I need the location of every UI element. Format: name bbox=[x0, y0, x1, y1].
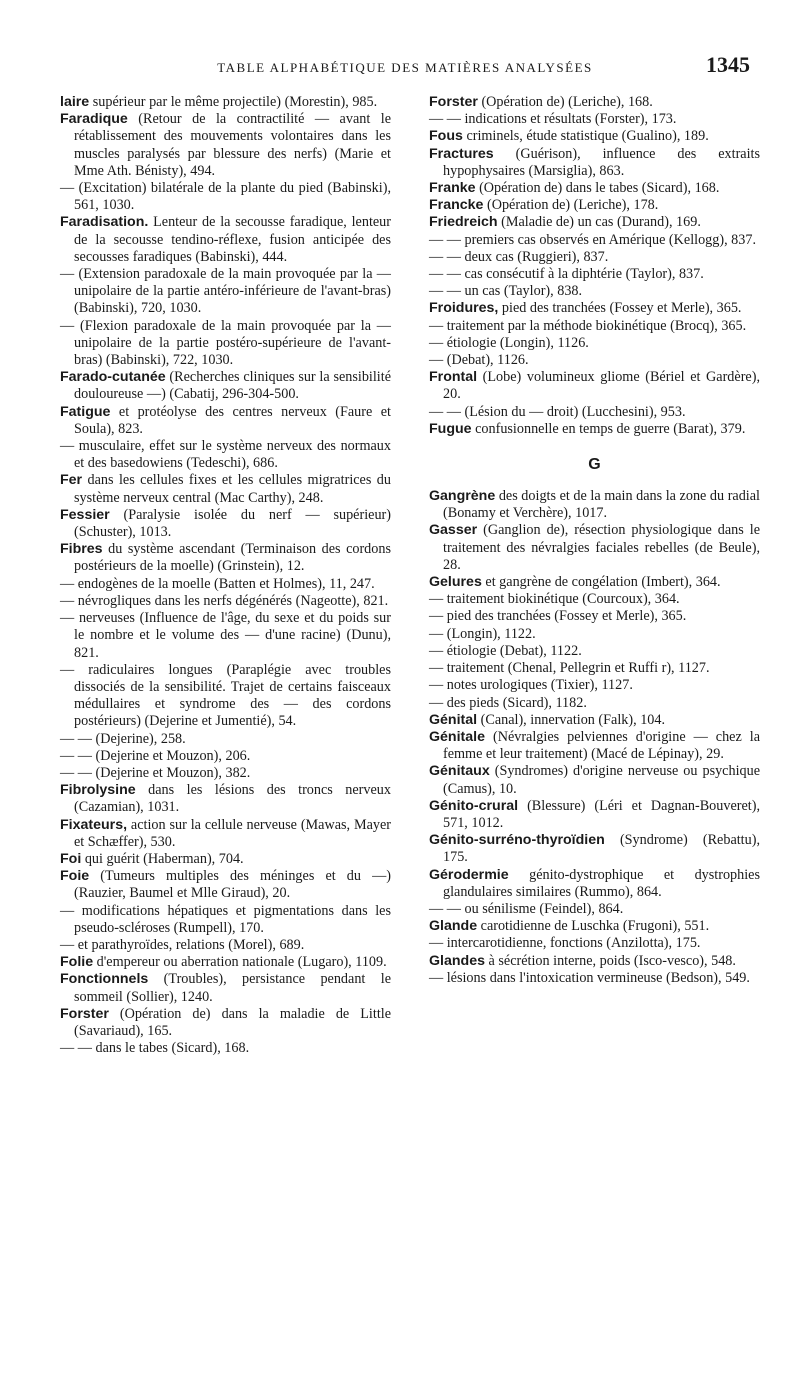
index-entry: Forster (Opération de) (Leriche), 168. bbox=[429, 94, 653, 110]
right-column bbox=[429, 94, 760, 1057]
index-entry: — névrogliques dans les nerfs dégénérés (Nageotte), 821. bbox=[60, 592, 389, 609]
page-number: 1345 bbox=[706, 52, 750, 77]
index-entry: Gérodermie génito-dystrophique et dystrophies glandulaires similaires (Rummo), 864. bbox=[429, 866, 760, 900]
index-entry: — lésions dans l'intoxication vermineuse (Bedson), 549. bbox=[429, 969, 750, 986]
index-entry: — — cas consécutif à la diphtérie (Taylor), 837. bbox=[429, 266, 704, 283]
index-entry: Gelures et gangrène de congélation (Imbert), 364. bbox=[429, 574, 721, 591]
index-entry: Faradisation. Lenteur de la secousse faradique, lenteur de la secousse tendino-réflexe, fusion anticipée des secousses faradiques (Babinski), 444. bbox=[60, 214, 391, 265]
index-entry: Francke (Opération de) (Leriche), 178. bbox=[429, 197, 659, 214]
index-entry: — nerveuses (Influence de l'âge, du sexe et du poids sur le nombre et le volume des — d'une racine) (Dunu), 821. bbox=[60, 610, 391, 661]
index-entry: — (Extension paradoxale de la main provoquée par la — unipolaire de la partie antéro-inférieure de l'avant-bras) (Babinski), 720, 1030. bbox=[60, 266, 391, 317]
index-entry: Froidures, pied des tranchées (Fossey et Merle), 365. bbox=[429, 300, 742, 317]
index-entry: Fractures (Guérison), influence des extraits hypophysaires (Marsiglia), 863. bbox=[429, 145, 760, 179]
index-entry: Fatigue et protéolyse des centres nerveux (Faure et Soula), 823. bbox=[60, 403, 391, 437]
index-entry: Fous criminels, étude statistique (Gualino), 189. bbox=[429, 128, 709, 145]
index-entry: — — (Dejerine), 258. bbox=[60, 730, 186, 747]
index-entry: — — (Lésion du — droit) (Lucchesini), 953. bbox=[429, 403, 686, 420]
index-entry: Glande carotidienne de Luschka (Frugoni), 551. bbox=[429, 918, 710, 935]
index-entry: Gangrène des doigts et de la main dans la zone du radial (Bonamy et Verchère), 1017. bbox=[429, 488, 760, 522]
f-entries bbox=[429, 94, 760, 438]
index-entry: — — dans le tabes (Sicard), 168. bbox=[60, 1040, 250, 1057]
index-entry: — musculaire, effet sur le système nerveux des normaux et des basedowiens (Tedeschi), 686. bbox=[60, 438, 391, 472]
index-entry: — — (Dejerine et Mouzon), 206. bbox=[60, 747, 251, 764]
index-entry: Fibres du système ascendant (Terminaison des cordons postérieurs de la moelle) (Grinstein), 12. bbox=[60, 541, 391, 575]
index-entry: — traitement (Chenal, Pellegrin et Ruffi r), 1127. bbox=[429, 660, 710, 677]
index-entry: — (Excitation) bilatérale de la plante du pied (Babinski), 561, 1030. bbox=[60, 180, 391, 214]
index-entry: Génito-crural (Blessure) (Léri et Dagnan-Bouveret), 571, 1012. bbox=[429, 797, 760, 831]
index-entry: — — ou sénilisme (Feindel), 864. bbox=[429, 900, 624, 917]
index-entry: Farado-cutanée (Recherches cliniques sur la sensibilité douloureuse —) (Cabatij, 296-304-500. bbox=[60, 369, 391, 403]
index-entry: Forster (Opération de) dans la maladie de Little (Savariaud), 165. bbox=[60, 1005, 391, 1039]
index-entry: Frontal (Lobe) volumineux gliome (Bériel et Gardère), 20. bbox=[429, 369, 760, 403]
index-entry: Foi qui guérit (Haberman), 704. bbox=[60, 850, 244, 867]
index-entry: Fibrolysine dans les lésions des troncs nerveux (Cazamian), 1031. bbox=[60, 782, 391, 816]
index-entry: — intercarotidienne, fonctions (Anzilotta), 175. bbox=[429, 935, 701, 952]
index-entry: Friedreich (Maladie de) un cas (Durand), 169. bbox=[429, 214, 701, 231]
index-entry: — endogènes de la moelle (Batten et Holmes), 11, 247. bbox=[60, 575, 375, 592]
index-entry: — étiologie (Longin), 1126. bbox=[429, 334, 589, 351]
index-entry: — (Longin), 1122. bbox=[429, 625, 536, 642]
index-entry: Gasser (Ganglion de), résection physiologique dans le traitement des névralgies faciales rebelles (de Beule), 28. bbox=[429, 522, 760, 573]
index-entry: Faradique (Retour de la contractilité — avant le rétablissement des mouvements volontaires dans les muscles paralysés par blessure des nerfs) (Marie et Mme Ath. Bénisty), 494. bbox=[60, 111, 391, 179]
index-entry: — — premiers cas observés en Amérique (Kellogg), 837. bbox=[429, 231, 757, 248]
index-entry: — (Debat), 1126. bbox=[429, 352, 529, 369]
g-entries bbox=[429, 488, 760, 987]
index-entry: Franke (Opération de) dans le tabes (Sicard), 168. bbox=[429, 180, 720, 197]
running-head bbox=[60, 52, 750, 82]
index-entry: Folie d'empereur ou aberration nationale (Lugaro), 1109. bbox=[60, 954, 387, 971]
index-entry: Glandes à sécrétion interne, poids (Isco-vesco), 548. bbox=[429, 952, 736, 969]
left-column bbox=[60, 94, 391, 1057]
section-letter-g: G bbox=[588, 456, 601, 474]
index-entry: — traitement par la méthode biokinétique (Brocq), 365. bbox=[429, 317, 747, 334]
index-entry: Fonctionnels (Troubles), persistance pendant le sommeil (Sollier), 1240. bbox=[60, 971, 391, 1005]
index-entry: — traitement biokinétique (Courcoux), 364. bbox=[429, 591, 680, 608]
index-entry: Fer dans les cellules fixes et les cellules migratrices du système nerveux central (Mac Carthy), 248. bbox=[60, 472, 391, 506]
index-entry: Fixateurs, action sur la cellule nerveuse (Mawas, Mayer et Schæffer), 530. bbox=[60, 816, 391, 850]
index-entry: Génital (Canal), innervation (Falk), 104. bbox=[429, 711, 666, 728]
index-entry: — — deux cas (Ruggieri), 837. bbox=[429, 248, 609, 265]
index-entry: — — un cas (Taylor), 838. bbox=[429, 283, 583, 300]
index-entry: — radiculaires longues (Paraplégie avec troubles dissociés de la sensibilité. Trajet de certains faisceaux médullaires et syndrome des — des cordons postérieurs) (Dejerine et Jumentié), 54. bbox=[60, 661, 391, 730]
index-entry: Fessier (Paralysie isolée du nerf — supérieur) (Schuster), 1013. bbox=[60, 506, 391, 541]
index-entry: — (Flexion paradoxale de la main provoquée par la — unipolaire de la partie postéro-supérieure de l'avant-bras) (Babinski), 722, 1030. bbox=[60, 317, 391, 369]
index-columns bbox=[60, 94, 760, 1057]
index-entry: — — indications et résultats (Forster), 173. bbox=[429, 111, 677, 128]
index-entry: Génitale (Névralgies pelviennes d'origine — chez la femme et leur traitement) (Macé de Lépinay), 29. bbox=[429, 728, 760, 763]
index-entry: Foie (Tumeurs multiples des méninges et du —) (Rauzier, Baumel et Mlle Giraud), 20. bbox=[60, 868, 391, 902]
index-entry: — et parathyroïdes, relations (Morel), 689. bbox=[60, 936, 305, 953]
index-entry: Génito-surréno-thyroïdien (Syndrome) (Rebattu), 175. bbox=[429, 832, 760, 866]
index-entry: — pied des tranchées (Fossey et Merle), 365. bbox=[429, 608, 687, 625]
index-entry: — — (Dejerine et Mouzon), 382. bbox=[60, 764, 251, 781]
running-title: TABLE ALPHABÉTIQUE DES MATIÈRES ANALYSÉES bbox=[217, 60, 593, 75]
index-entry: — notes urologiques (Tixier), 1127. bbox=[429, 677, 633, 694]
index-entry: Fugue confusionnelle en temps de guerre (Barat), 379. bbox=[429, 420, 746, 437]
index-entry: — des pieds (Sicard), 1182. bbox=[429, 694, 587, 711]
index-entry: — étiologie (Debat), 1122. bbox=[429, 642, 582, 659]
index-entry: laire supérieur par le même projectile) (Morestin), 985. bbox=[60, 94, 378, 110]
index-entry: Génitaux (Syndromes) d'origine nerveuse ou psychique (Camus), 10. bbox=[429, 763, 760, 797]
index-entry: — modifications hépatiques et pigmentations dans les pseudo-scléroses (Rumpell), 170. bbox=[60, 902, 391, 936]
